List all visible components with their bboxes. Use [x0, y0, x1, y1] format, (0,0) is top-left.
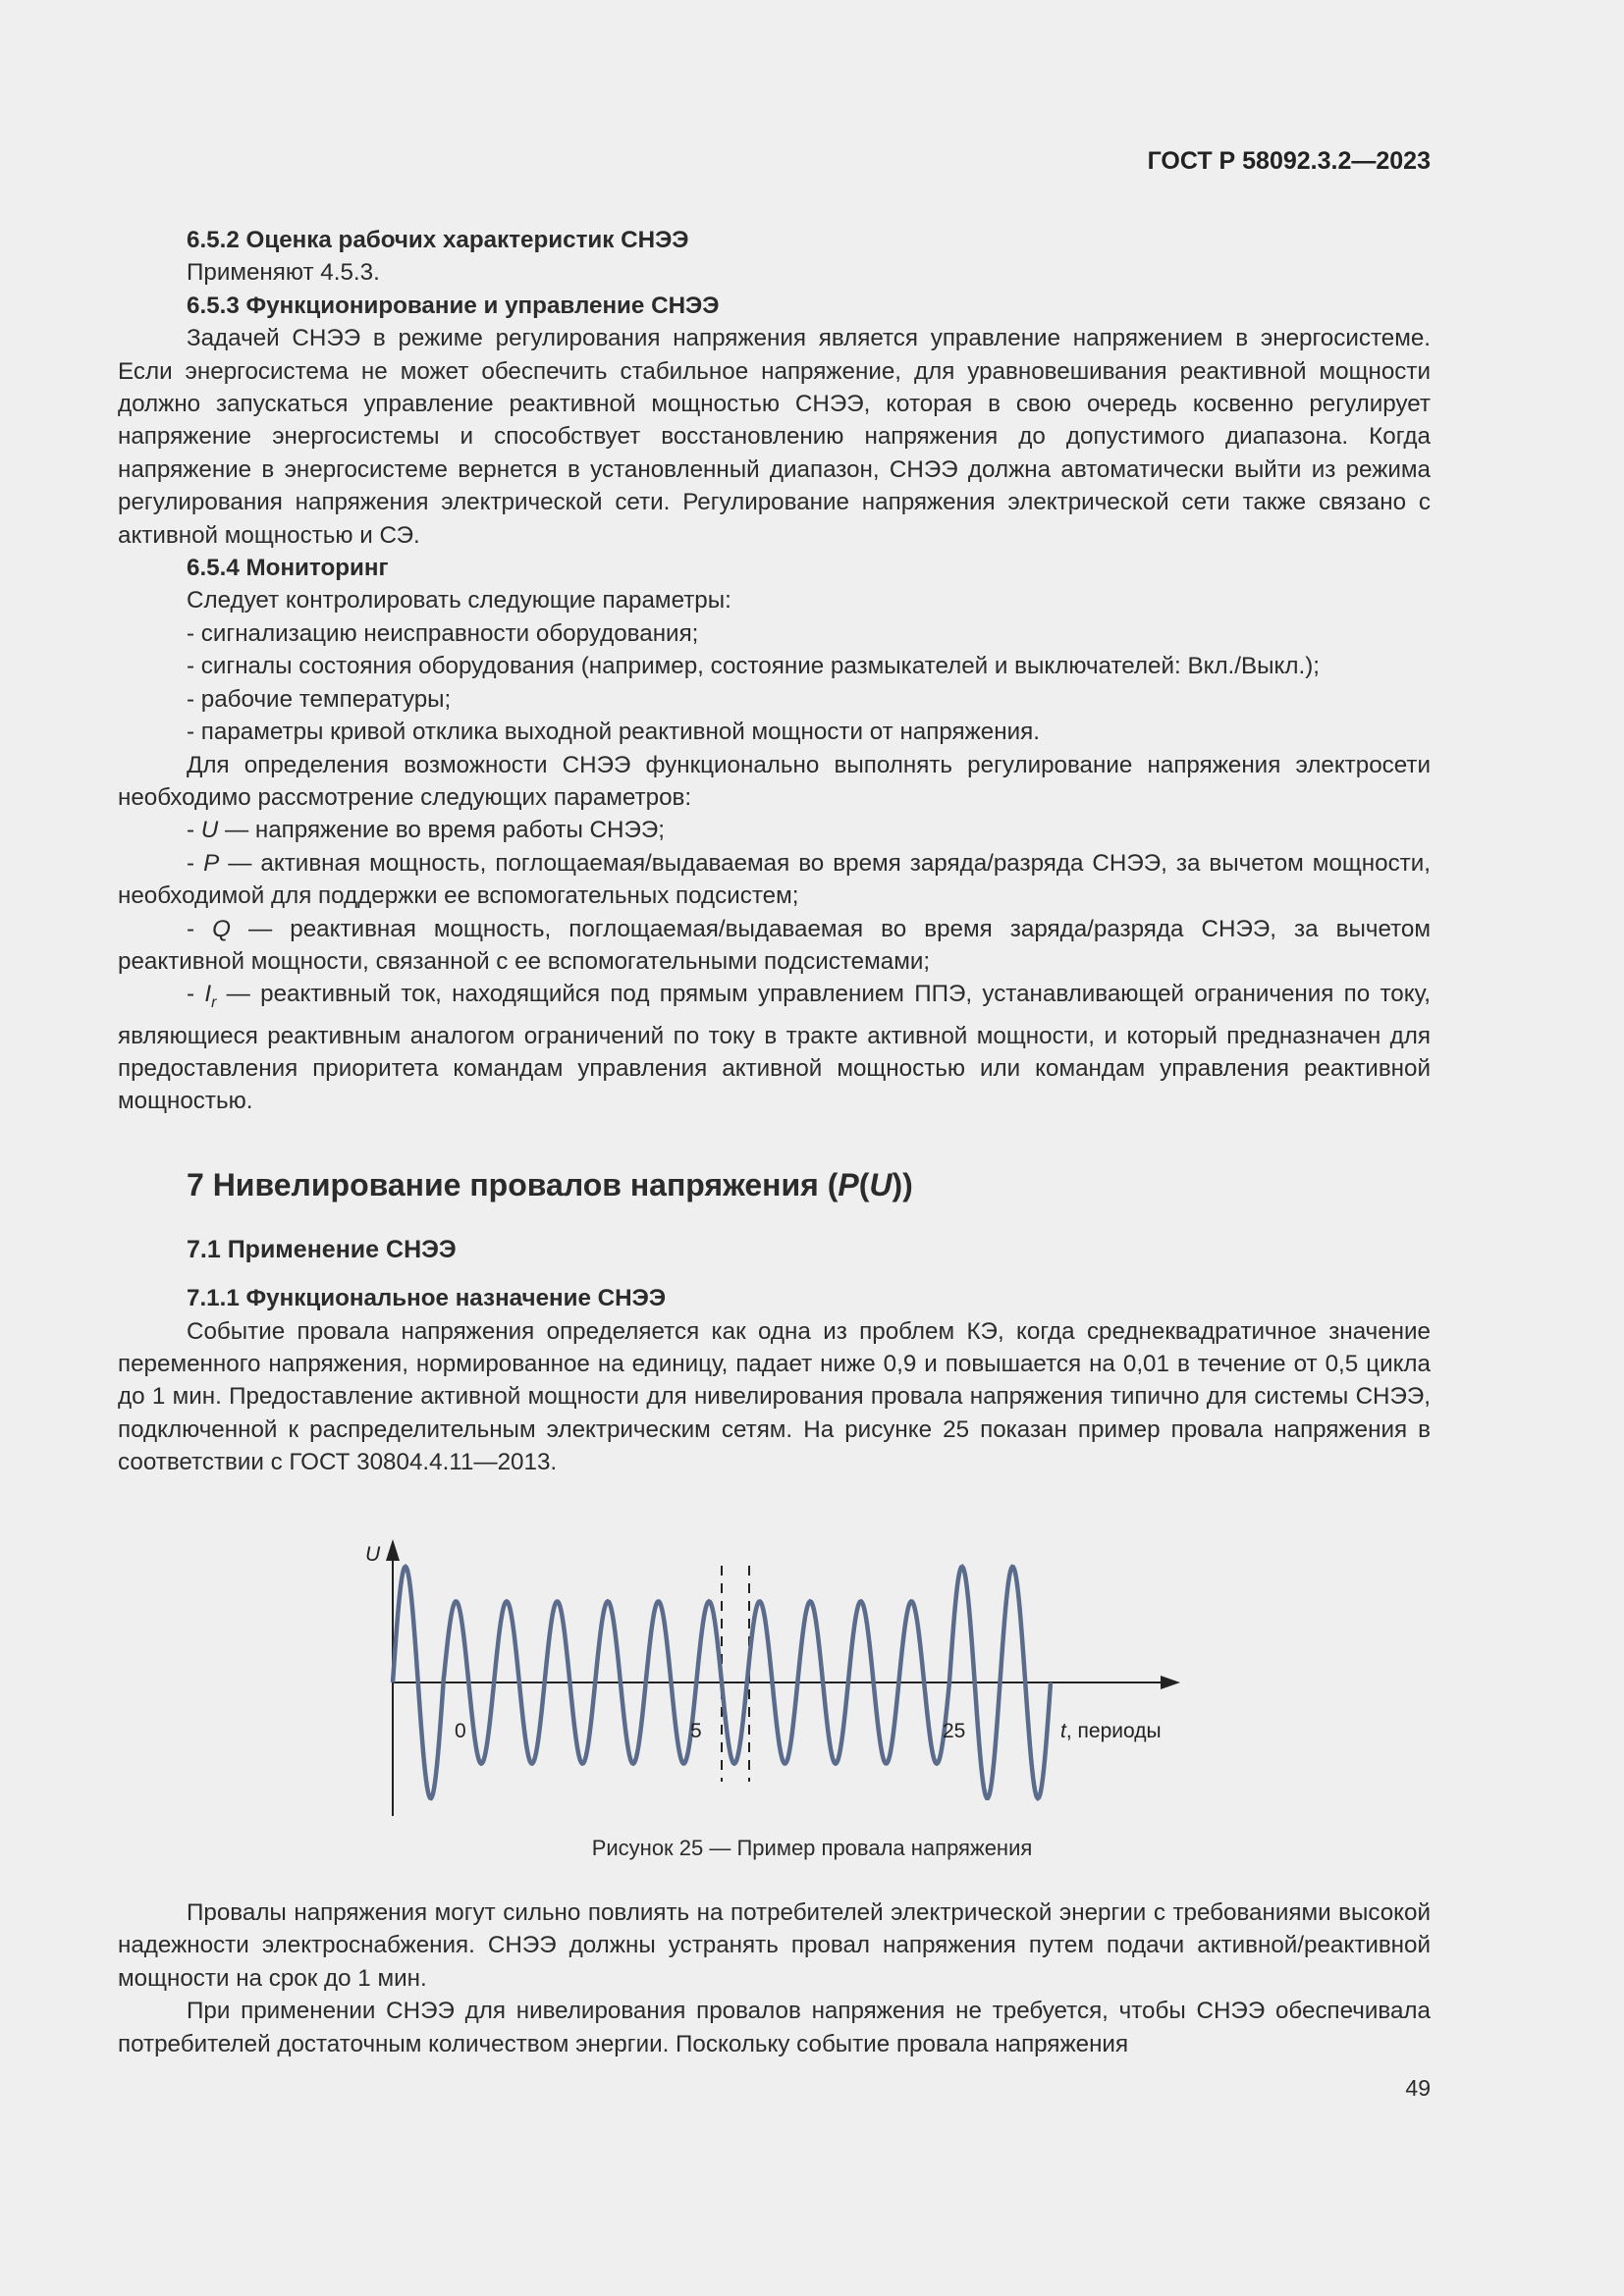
list-item: - сигналы состояния оборудования (например, состояние размыкателей и выключателей: Вкл./Выкл.);: [187, 653, 1320, 680]
x-axis-label: [1060, 1720, 1162, 1742]
title-symbol-p: P: [838, 1166, 859, 1202]
section-6-5-2-text: Применяют 4.5.3.: [187, 259, 380, 287]
voltage-dip-chart: [353, 1531, 1198, 1826]
figure-25: [353, 1531, 1198, 1826]
title-part: 7 Нивелирование провалов напряжения (: [187, 1166, 839, 1202]
param-text: — реактивная мощность, поглощаемая/выдаваемая во время заряда/разряда СНЭЭ, за вычетом реактивной мощности, связанной с ее вспомогательными подсистемами;: [118, 915, 1431, 975]
y-axis-arrow: [386, 1539, 400, 1561]
section-7-1-1-text: Событие провала напряжения определяется как одна из проблем КЭ, когда среднеквадратичное значение переменного напряжения, нормированное на единицу, падает ниже 0,9 и повышается на 0,01 в течение от 0,5 цикла до 1 мин. Предоставление активной мощности для нивелирования провала напряжения типично для системы СНЭЭ, подключенной к распределительным электрическим сетям. На рисунке 25 показан пример провала напряжения в соответствии с ГОСТ 30804.4.11—2013.: [118, 1317, 1431, 1476]
x-axis-arrow: [1161, 1676, 1180, 1689]
list-item: - сигнализацию неисправности оборудования;: [187, 619, 699, 647]
param-ir: - $I_r$ — реактивный ток, находящийся под прямым управлением ППЭ, устанавливающей ограничения по току, являющиеся реактивным аналогом ограничений по току в тракте активной мощности, и который предназначен для предоставления приоритета командам управления активной мощностью или командам управления реактивной мощностью.: [118, 981, 1431, 1115]
tick-label: 0: [455, 1720, 466, 1742]
param-text: — напряжение во время работы СНЭЭ;: [218, 817, 665, 844]
y-axis-label: U: [365, 1543, 381, 1566]
x-axis-symbol: t: [1060, 1720, 1066, 1742]
param-symbol: I: [204, 981, 212, 1008]
page-number: 49: [1405, 2075, 1431, 2101]
list-item: - параметры кривой отклика выходной реактивной мощности от напряжения.: [187, 719, 1040, 746]
title-part: (: [858, 1166, 870, 1202]
section-6-5-2-title: 6.5.2 Оценка рабочих характеристик СНЭЭ: [187, 227, 689, 253]
figure-caption: Рисунок 25 — Пример провала напряжения: [591, 1836, 1033, 1860]
param-symbol: U: [200, 817, 219, 844]
param-text: — активная мощность, поглощаемая/выдаваемая во время заряда/разряда СНЭЭ, за вычетом мощности, необходимой для поддержки ее вспомогательных подсистем;: [118, 849, 1431, 910]
tick-label: 5: [690, 1720, 702, 1742]
section-6-5-4-title: 6.5.4 Мониторинг: [187, 555, 389, 582]
list-item: - рабочие температуры;: [187, 685, 452, 713]
x-axis-unit: , периоды: [1065, 1720, 1162, 1742]
document-body-continued: [118, 1896, 1431, 2060]
param-q: - Q — реактивная мощность, поглощаемая/выдаваемая во время заряда/разряда СНЭЭ, за вычетом реактивной мощности, связанной с ее вспомогательными подсистемами;: [118, 915, 1431, 975]
section-7-1-title: 7.1 Применение СНЭЭ: [187, 1235, 457, 1263]
section-7-1-1-title: 7.1.1 Функциональное назначение СНЭЭ: [187, 1285, 667, 1312]
document-body: [118, 224, 1431, 1479]
section-6-5-3-text: Задачей СНЭЭ в режиме регулирования напряжения является управление напряжением в энергосистеме. Если энергосистема не может обеспечить стабильное напряжение, для уравновешивания реактивной мощности должно запускаться управление реактивной мощностью СНЭЭ, которая в свою очередь косвенно регулирует напряжение энергосистемы и способствует восстановлению напряжения до допустимого диапазона. Когда напряжение в энергосистеме вернется в установленный диапазон, СНЭЭ должна автоматически выйти из режима регулирования напряжения электрической сети. Регулирование напряжения электрической сети также связано с активной мощностью и СЭ.: [118, 325, 1431, 549]
paragraph: При применении СНЭЭ для нивелирования провалов напряжения не требуется, чтобы СНЭЭ обеспечивала потребителей достаточным количеством энергии. Поскольку событие провала напряжения: [118, 1998, 1431, 2057]
parameters-paragraph: Для определения возможности СНЭЭ функционально выполнять регулирование напряжения электросети необходимо рассмотрение следующих параметров:: [118, 751, 1431, 811]
param-symbol: P: [203, 849, 220, 877]
param-p: - P — активная мощность, поглощаемая/выдаваемая во время заряда/разряда СНЭЭ, за вычетом мощности, необходимой для поддержки ее вспомогательных подсистем;: [118, 849, 1431, 910]
param-symbol: Q: [212, 915, 231, 942]
section-7-title: [118, 1165, 1431, 1204]
param-text: — реактивный ток, находящийся под прямым управлением ППЭ, устанавливающей ограничения по току, являющиеся реактивным аналогом ограничений по току в тракте активной мощности, и который предназначен для предоставления приоритета командам управления активной мощностью или командам управления реактивной мощностью.: [118, 981, 1431, 1115]
title-part: )): [892, 1166, 913, 1202]
document-header: ГОСТ Р 58092.3.2—2023: [1147, 147, 1431, 175]
param-subscript: r: [211, 994, 217, 1012]
param-u: - U — напряжение во время работы СНЭЭ;: [187, 817, 665, 844]
monitoring-intro: Следует контролировать следующие параметры:: [187, 587, 731, 614]
paragraph: Провалы напряжения могут сильно повлиять на потребителей электрической энергии с требованиями высокой надежности электроснабжения. СНЭЭ должны устранять провал напряжения путем подачи активной/реактивной мощности на срок до 1 мин.: [118, 1899, 1431, 1992]
tick-label: 25: [943, 1720, 966, 1742]
title-symbol-u: U: [869, 1166, 893, 1202]
section-6-5-3-title: 6.5.3 Функционирование и управление СНЭЭ: [187, 292, 720, 319]
